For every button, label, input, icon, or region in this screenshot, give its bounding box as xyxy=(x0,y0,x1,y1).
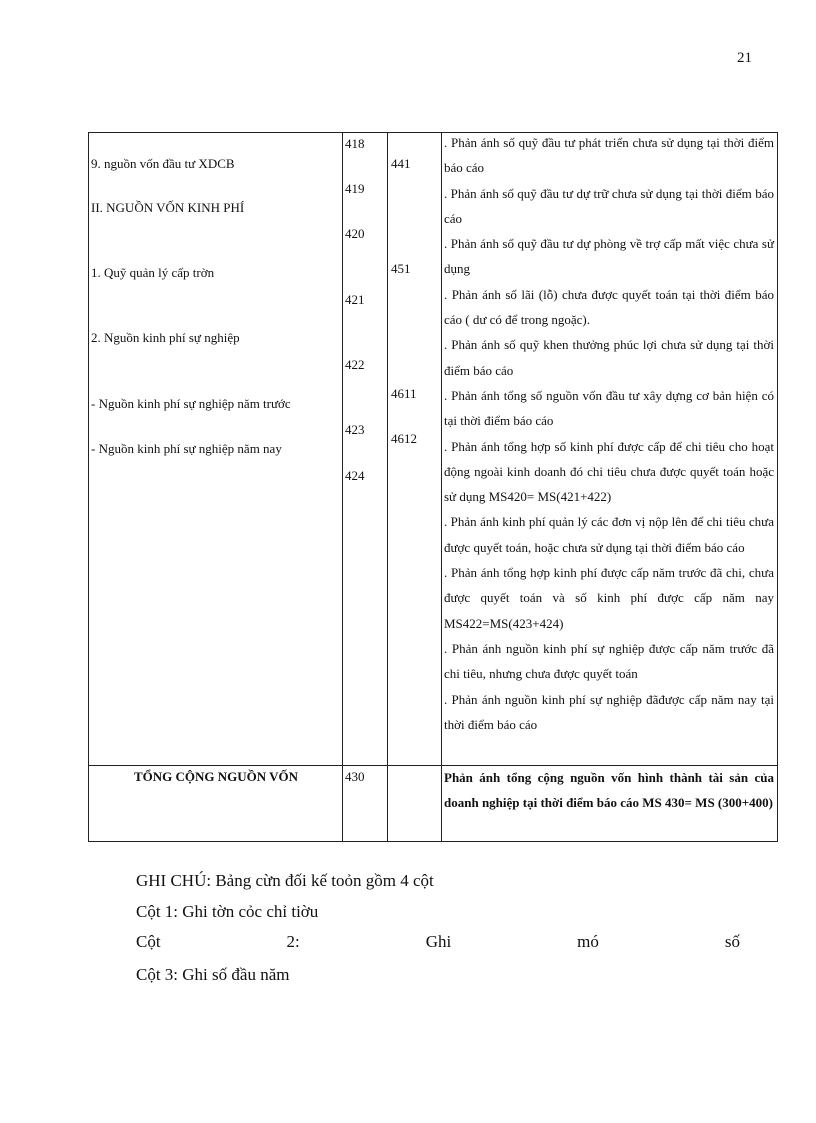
code-cell: 421 xyxy=(345,292,365,307)
description-item: . Phản ánh tổng hợp kinh phí được cấp năm trước đã chi, chưa được quyết toán và số kinh phí được cấp năm nay MS422=MS(423+424) xyxy=(444,565,774,631)
description-block xyxy=(444,130,774,737)
left-item: - Nguồn kinh phí sự nghiệp năm nay xyxy=(91,441,282,456)
account-cell: 4611 xyxy=(391,386,417,401)
column-divider xyxy=(441,133,442,841)
note-heading: GHI CHÚ: Bảng cừn đối kế toỏn gồm 4 cột xyxy=(136,871,434,890)
note-column-1: Cột 1: Ghi tờn cỏc chỉ tiờu xyxy=(136,902,319,921)
code-cell: 424 xyxy=(345,468,365,483)
account-cell: 441 xyxy=(391,156,411,171)
column-divider xyxy=(342,133,343,841)
description-item: . Phản ánh số quỹ đầu tư phát triển chưa sử dụng tại thời điểm báo cáo xyxy=(444,135,774,176)
code-cell: 419 xyxy=(345,181,365,196)
left-item: - Nguồn kinh phí sự nghiệp năm trước xyxy=(91,396,291,411)
left-item: 2. Nguồn kinh phí sự nghiệp xyxy=(91,330,240,345)
note-column-3: Cột 3: Ghi số đầu năm xyxy=(136,965,290,984)
total-label: TỔNG CỘNG NGUỒN VỐN xyxy=(133,769,299,784)
description-item: . Phản ánh nguồn kinh phí sự nghiệp được cấp năm trước đã chi tiêu, nhưng chưa được quyết toán xyxy=(444,640,774,682)
code-cell: 423 xyxy=(345,422,365,437)
left-item: II. NGUỒN VỐN KINH PHÍ xyxy=(91,200,245,215)
column-divider xyxy=(387,133,388,841)
note-word: 2: xyxy=(286,932,300,951)
note-word: Ghi xyxy=(425,932,452,951)
left-item: 9. nguồn vốn đầu tư XDCB xyxy=(91,156,235,171)
note-word: mó xyxy=(577,932,599,951)
account-cell: 4612 xyxy=(391,431,417,446)
code-cell: 418 xyxy=(345,136,365,151)
left-item: 1. Quỹ quản lý cấp trờn xyxy=(91,265,215,280)
total-code: 430 xyxy=(345,769,365,784)
page-number: 21 xyxy=(737,50,752,66)
balance-sheet-table xyxy=(88,132,778,842)
account-cell: 451 xyxy=(391,261,411,276)
description-item: . Phản ánh số quỹ khen thưởng phúc lợi chưa sử dụng tại thời điểm báo cáo xyxy=(444,337,774,378)
description-item: . Phản ánh số quỹ đầu tư dự trữ chưa sử dụng tại thời điểm báo cáo xyxy=(444,185,774,226)
note-word: Cột xyxy=(136,932,161,951)
description-item: . Phản ánh tổng hợp số kinh phí được cấp để chi tiêu cho hoạt động ngoài kinh doanh đó chi tiêu chưa được quyết toán hoặc sử dụng MS420= MS(421+422) xyxy=(444,438,774,505)
description-item: . Phản ánh số lãi (lỗ) chưa được quyết toán tại thời điểm báo cáo ( dư có để trong ngoặc). xyxy=(444,286,774,328)
description-item: . Phản ánh tổng số nguồn vốn đầu tư xây dựng cơ bản hiện có tại thời điểm báo cáo xyxy=(444,387,774,429)
note-word: số xyxy=(724,932,740,951)
description-item: . Phản ánh nguồn kinh phí sự nghiệp đãđược cấp năm nay tại thời điểm báo cáo xyxy=(444,691,774,732)
description-item: . Phản ánh số quỹ đầu tư dự phòng về trợ cấp mất việc chưa sử dụng xyxy=(444,236,774,277)
code-cell: 422 xyxy=(345,357,365,372)
total-description: Phản ánh tổng cộng nguồn vốn hình thành tài sản của doanh nghiệp tại thời điểm báo cáo MS 430= MS (300+400) xyxy=(444,770,774,811)
note-column-2 xyxy=(136,932,740,952)
description-item: . Phản ánh kinh phí quản lý các đơn vị nộp lên để chi tiêu chưa được quyết toán, hoặc chưa sử dụng tại thời điểm báo cáo xyxy=(444,514,774,555)
code-cell: 420 xyxy=(345,226,365,241)
